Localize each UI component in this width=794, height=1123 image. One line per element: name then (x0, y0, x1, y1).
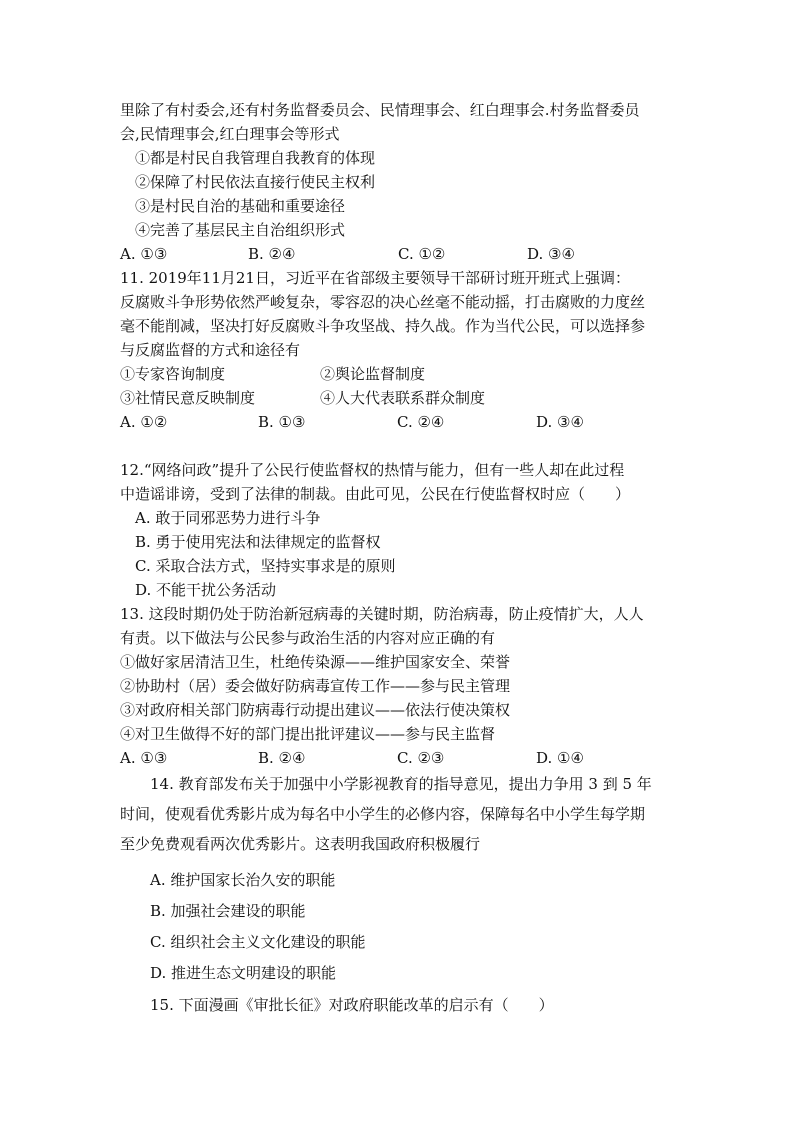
q13-item-3: ③对政府相关部门防病毒行动提出建议——依法行使决策权 (120, 701, 511, 719)
q14-option-c: C. 组织社会主义文化建设的职能 (150, 933, 366, 951)
q11-options (0, 413, 794, 431)
intro-option-d: D. ③④ (527, 245, 575, 263)
intro-item-2: ②保障了村民依法直接行使民主权利 (135, 173, 376, 191)
q13-options (0, 749, 794, 767)
q14-line-3: 至少免费观看两次优秀影片。这表明我国政府积极履行 (120, 835, 481, 853)
q11-option-d: D. ③④ (536, 413, 584, 431)
q11-item-3: ③社情民意反映制度 (120, 389, 256, 407)
q11-item-2: ②舆论监督制度 (320, 365, 426, 383)
q13-line-1: 13. 这段时期仍处于防治新冠病毒的关键时期，防治病毒，防止疫情扩大，人人 (120, 605, 644, 623)
q13-option-a: A. ①③ (120, 749, 168, 767)
q12-option-d: D. 不能干扰公务活动 (135, 581, 277, 599)
q14-option-a: A. 维护国家长治久安的职能 (150, 871, 336, 889)
q13-item-1: ①做好家居清洁卫生，杜绝传染源——维护国家安全、荣誉 (120, 653, 511, 671)
q11-line-2: 反腐败斗争形势依然严峻复杂，零容忍的决心丝毫不能动摇，打击腐败的力度丝 (120, 293, 646, 311)
q11-items-row-2 (0, 389, 794, 407)
q11-line-1: 11. 2019年11月21日，习近平在省部级主要领导干部研讨班开班式上强调： (120, 269, 630, 287)
q13-item-4: ④对卫生做得不好的部门提出批评建议——参与民主监督 (120, 725, 496, 743)
q13-option-b: B. ②④ (258, 749, 306, 767)
q12-line-2: 中造谣诽谤，受到了法律的制裁。由此可见，公民在行使监督权时应（ ） (120, 485, 631, 503)
intro-line-1: 里除了有村委会,还有村务监督委员会、民情理事会、红白理事会.村务监督委员 (120, 101, 640, 119)
intro-item-4: ④完善了基层民主自治组织形式 (135, 221, 346, 239)
q15-line: 15. 下面漫画《审批长征》对政府职能改革的启示有（ ） (150, 996, 554, 1014)
q13-line-2: 有责。以下做法与公民参与政治生活的内容对应正确的有 (120, 629, 496, 647)
intro-option-a: A. ①③ (120, 245, 168, 263)
q11-item-1: ①专家咨询制度 (120, 365, 226, 383)
q11-option-b: B. ①③ (258, 413, 306, 431)
q12-line-1: 12.“网络问政”提升了公民行使监督权的热情与能力，但有一些人却在此过程 (120, 461, 625, 479)
intro-options (0, 245, 794, 263)
q14-line-2: 时间，使观看优秀影片成为每名中小学生的必修内容，保障每名中小学生每学期 (120, 805, 646, 823)
q11-item-4: ④人大代表联系群众制度 (320, 389, 486, 407)
intro-item-1: ①都是村民自我管理自我教育的体现 (135, 149, 376, 167)
q11-option-a: A. ①② (120, 413, 168, 431)
q12-option-a: A. 敢于同邪恶势力进行斗争 (135, 509, 321, 527)
q14-line-1: 14. 教育部发布关于加强中小学影视教育的指导意见，提出力争用 3 到 5 年 (150, 775, 652, 793)
q14-option-b: B. 加强社会建设的职能 (150, 902, 306, 920)
q12-option-c: C. 采取合法方式，坚持实事求是的原则 (135, 557, 396, 575)
intro-option-c: C. ①② (398, 245, 446, 263)
intro-line-2: 会,民情理事会,红白理事会等形式 (120, 125, 340, 143)
intro-item-3: ③是村民自治的基础和重要途径 (135, 197, 346, 215)
q14-option-d: D. 推进生态文明建设的职能 (150, 964, 337, 982)
q11-items-row-1 (0, 365, 794, 383)
q13-item-2: ②协助村（居）委会做好防病毒宣传工作——参与民主管理 (120, 677, 511, 695)
q11-option-c: C. ②④ (397, 413, 445, 431)
q13-option-d: D. ①④ (536, 749, 584, 767)
intro-option-b: B. ②④ (248, 245, 296, 263)
q11-line-3: 毫不能削减，坚决打好反腐败斗争攻坚战、持久战。作为当代公民，可以选择参 (120, 317, 646, 335)
q12-option-b: B. 勇于使用宪法和法律规定的监督权 (135, 533, 381, 551)
q11-line-4: 与反腐监督的方式和途径有 (120, 341, 301, 359)
q13-option-c: C. ②③ (397, 749, 445, 767)
